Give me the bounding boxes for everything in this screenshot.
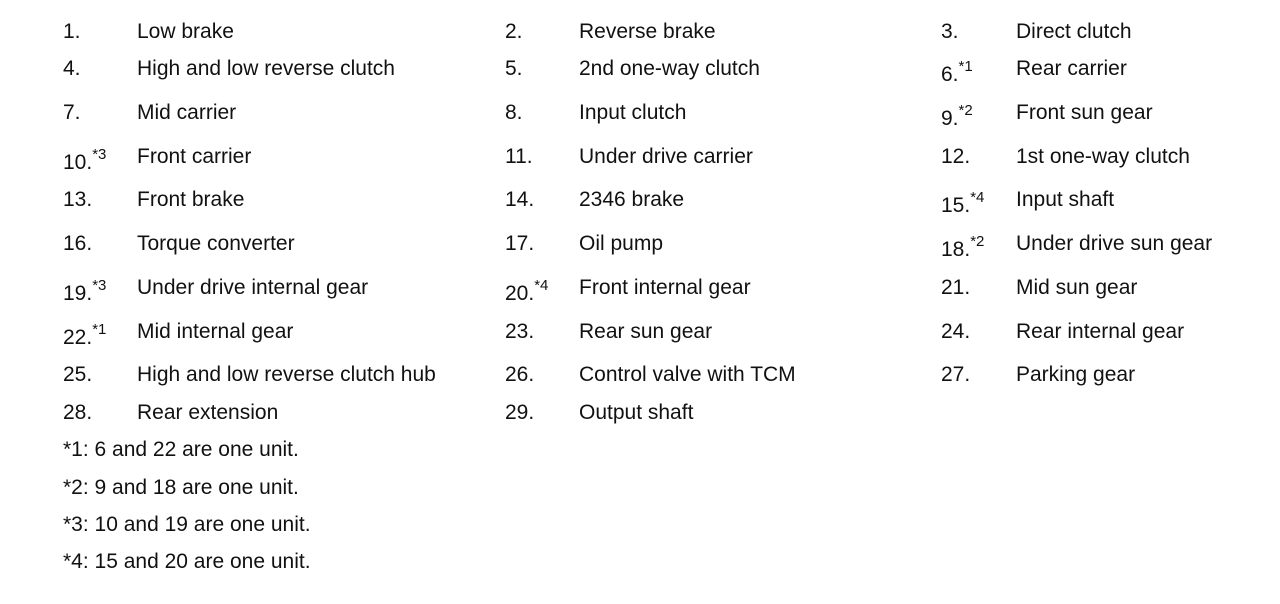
item-label: Mid carrier: [137, 101, 237, 124]
footnote: *1: 6 and 22 are one unit.: [63, 438, 299, 461]
item-number: 25.: [63, 363, 93, 386]
footnote-ref: *4: [970, 189, 985, 206]
footnote-ref: *3: [92, 146, 107, 163]
item-label: 2346 brake: [579, 188, 685, 211]
item-number: 21.: [941, 276, 971, 299]
item-label: Under drive internal gear: [137, 276, 369, 299]
item-label: Control valve with TCM: [579, 363, 796, 386]
item-number: 22.$^{*1}$: [63, 321, 107, 349]
item-number: 27.: [941, 363, 971, 386]
item-number: 15.$^{*4}$: [941, 189, 985, 217]
footnote: *3: 10 and 19 are one unit.: [63, 513, 311, 536]
footnote-ref: *4: [534, 277, 549, 294]
item-number: 16.: [63, 232, 93, 255]
item-label: Front internal gear: [579, 276, 751, 299]
item-number: 6.$^{*1}$: [941, 58, 973, 86]
footnote-ref: *1: [958, 58, 973, 75]
item-number: 5.: [505, 57, 523, 80]
item-number: 13.: [63, 188, 93, 211]
item-label: Parking gear: [1016, 363, 1136, 386]
item-number: 26.: [505, 363, 535, 386]
item-number: 14.: [505, 188, 535, 211]
footnote-ref: *2: [958, 102, 973, 119]
item-number: 3.: [941, 20, 959, 43]
item-number: 10.$^{*3}$: [63, 146, 107, 174]
footnote-ref: *3: [92, 277, 107, 294]
item-number: 19.$^{*3}$: [63, 277, 107, 305]
item-number: 2.: [505, 20, 523, 43]
item-label: Front sun gear: [1016, 101, 1153, 124]
item-number: 12.: [941, 145, 971, 168]
item-number: 18.$^{*2}$: [941, 233, 985, 261]
item-label: Front brake: [137, 188, 245, 211]
item-number: 24.: [941, 320, 971, 343]
item-label: Mid sun gear: [1016, 276, 1138, 299]
item-label: Torque converter: [137, 232, 295, 255]
item-label: Under drive carrier: [579, 145, 753, 168]
item-label: High and low reverse clutch: [137, 57, 395, 80]
item-label: 1st one-way clutch: [1016, 145, 1190, 168]
item-label: Rear internal gear: [1016, 320, 1185, 343]
footnote: *2: 9 and 18 are one unit.: [63, 476, 299, 499]
item-label: Direct clutch: [1016, 20, 1132, 43]
footnote-ref: *2: [970, 233, 985, 250]
item-number: 28.: [63, 401, 93, 424]
item-label: 2nd one-way clutch: [579, 57, 760, 80]
item-number: 23.: [505, 320, 535, 343]
item-number: 4.: [63, 57, 81, 80]
item-label: Output shaft: [579, 401, 694, 424]
item-label: Rear sun gear: [579, 320, 713, 343]
item-label: Rear extension: [137, 401, 279, 424]
item-label: Input shaft: [1016, 188, 1115, 211]
item-number: 9.$^{*2}$: [941, 102, 973, 130]
item-label: Under drive sun gear: [1016, 232, 1213, 255]
footnote: *4: 15 and 20 are one unit.: [63, 550, 311, 573]
item-label: Low brake: [137, 20, 234, 43]
item-label: Oil pump: [579, 232, 664, 255]
item-number: 8.: [505, 101, 523, 124]
footnote-ref: *1: [92, 321, 107, 338]
item-number: 1.: [63, 20, 81, 43]
item-number: 11.: [505, 145, 533, 168]
item-label: Front carrier: [137, 145, 252, 168]
item-label: Reverse brake: [579, 20, 716, 43]
item-number: 20.$^{*4}$: [505, 277, 549, 305]
item-number: 7.: [63, 101, 81, 124]
item-label: High and low reverse clutch hub: [137, 363, 436, 386]
item-number: 29.: [505, 401, 535, 424]
item-number: 17.: [505, 232, 535, 255]
item-label: Mid internal gear: [137, 320, 294, 343]
item-label: Input clutch: [579, 101, 687, 124]
item-label: Rear carrier: [1016, 57, 1127, 80]
